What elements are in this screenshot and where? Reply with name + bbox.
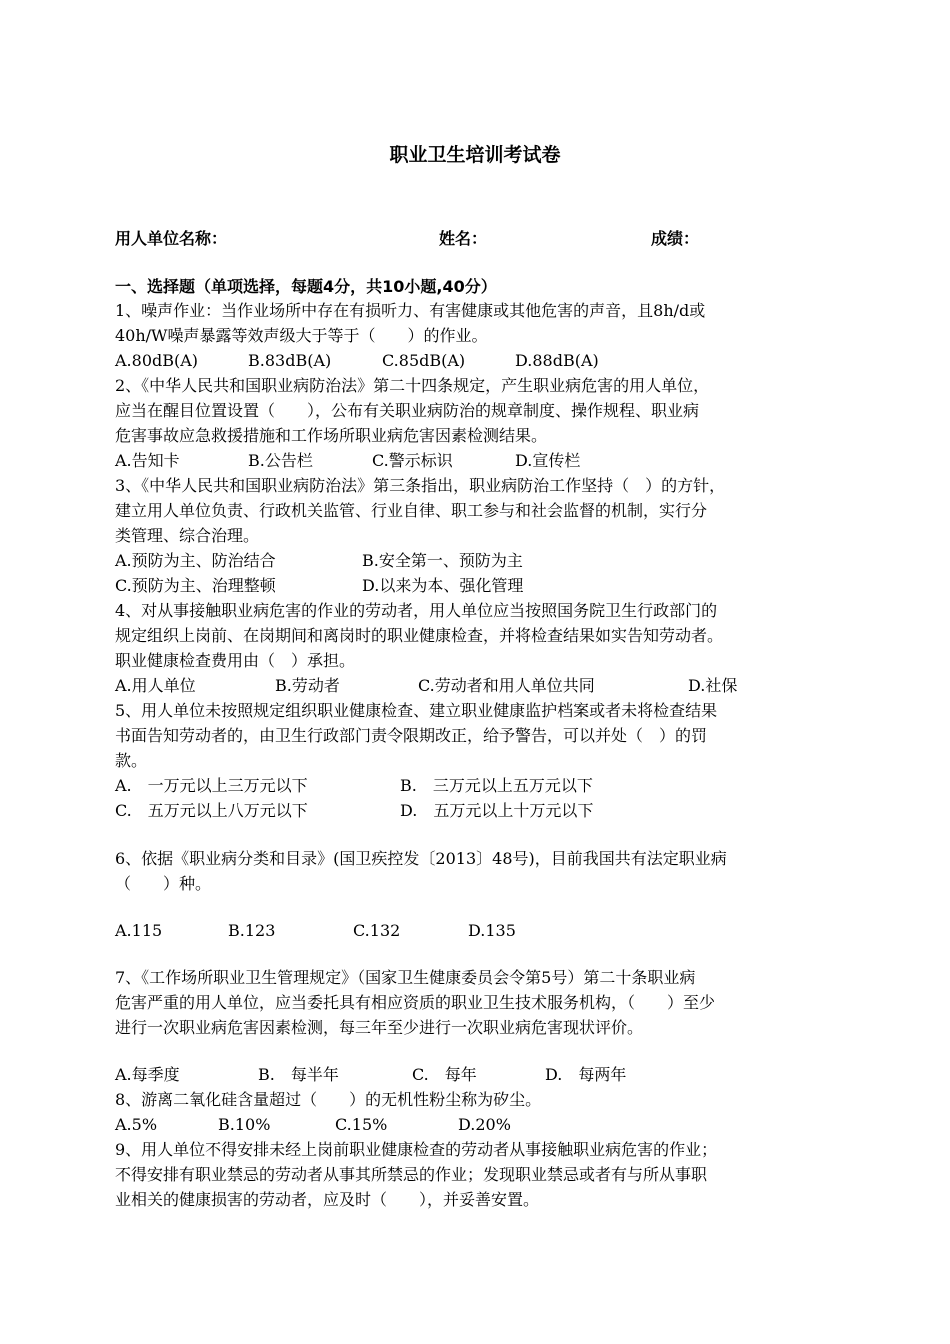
question-1-line: 1、噪声作业：当作业场所中存在有损听力、有害健康或其他危害的声音，且8h/d或 bbox=[115, 301, 706, 320]
question-5-option-d: D. 五万元以上十万元以下 bbox=[400, 801, 594, 820]
question-4-option-d: D.社保 bbox=[688, 676, 738, 695]
question-2-option-d: D.宣传栏 bbox=[515, 451, 581, 470]
question-7-line: 危害严重的用人单位，应当委托具有相应资质的职业卫生技术服务机构，（ ）至少 bbox=[115, 993, 716, 1012]
question-5-line: 书面告知劳动者的，由卫生行政部门责令限期改正，给予警告，可以并处（ ）的罚 bbox=[115, 726, 708, 745]
question-3-line: 3、《中华人民共和国职业病防治法》第三条指出，职业病防治工作坚持（ ）的方针， bbox=[115, 476, 726, 495]
question-1-option-c: C.85dB(A) bbox=[382, 351, 466, 370]
question-6-option-c: C.132 bbox=[353, 921, 401, 940]
question-9-line: 不得安排有职业禁忌的劳动者从事其所禁忌的作业；发现职业禁忌或者有与所从事职 bbox=[115, 1165, 708, 1184]
question-4-option-c: C.劳动者和用人单位共同 bbox=[418, 676, 595, 695]
score-label: 成绩： bbox=[651, 229, 700, 248]
question-7-line: 7、《工作场所职业卫生管理规定》（国家卫生健康委员会令第5号）第二十条职业病 bbox=[115, 968, 696, 987]
question-4-line: 规定组织上岗前、在岗期间和离岗时的职业健康检查，并将检查结果如实告知劳动者。 bbox=[115, 626, 724, 645]
question-8-option-d: D.20% bbox=[458, 1115, 511, 1134]
exam-title: 职业卫生培训考试卷 bbox=[389, 144, 561, 166]
question-8-option-c: C.15% bbox=[335, 1115, 388, 1134]
question-3-option-d: D.以来为本、强化管理 bbox=[362, 576, 524, 595]
question-2-line: 2、《中华人民共和国职业病防治法》第二十四条规定，产生职业病危害的用人单位， bbox=[115, 376, 710, 395]
question-1-option-d: D.88dB(A) bbox=[515, 351, 599, 370]
question-1-option-b: B.83dB(A) bbox=[248, 351, 332, 370]
question-4-option-a: A.用人单位 bbox=[115, 676, 196, 695]
question-3-option-b: B.安全第一、预防为主 bbox=[362, 551, 523, 570]
question-5-line: 5、用人单位未按照规定组织职业健康检查、建立职业健康监护档案或者未将检查结果 bbox=[115, 701, 718, 720]
question-7-option-c: C. 每年 bbox=[412, 1065, 477, 1084]
question-3-option-a: A.预防为主、防治结合 bbox=[115, 551, 276, 570]
employer-label: 用人单位名称： bbox=[115, 229, 228, 248]
question-6-line: 6、依据《职业病分类和目录》(国卫疾控发〔2013〕48号)，目前我国共有法定职业病 bbox=[115, 849, 727, 868]
question-7-option-a: A.每季度 bbox=[115, 1065, 180, 1084]
question-4-line: 职业健康检查费用由（ ）承担。 bbox=[115, 651, 356, 670]
question-4-line: 4、对从事接触职业病危害的作业的劳动者，用人单位应当按照国务院卫生行政部门的 bbox=[115, 601, 718, 620]
question-5-line: 款。 bbox=[115, 751, 148, 770]
question-3-line: 类管理、综合治理。 bbox=[115, 526, 260, 545]
question-5-option-c: C. 五万元以上八万元以下 bbox=[115, 801, 308, 820]
section-heading: 一、选择题（单项选择，每题4分，共10小题,40分） bbox=[115, 277, 497, 296]
question-2-option-a: A.告知卡 bbox=[115, 451, 180, 470]
question-6-option-d: D.135 bbox=[468, 921, 516, 940]
question-9-line: 业相关的健康损害的劳动者，应及时（ ），并妥善安置。 bbox=[115, 1190, 540, 1209]
question-2-line: 应当在醒目位置设置（ ），公布有关职业病防治的规章制度、操作规程、职业病 bbox=[115, 401, 700, 420]
question-7-option-b: B. 每半年 bbox=[258, 1065, 339, 1084]
question-1-line: 40h/W噪声暴露等效声级大于等于（ ）的作业。 bbox=[115, 326, 488, 345]
question-5-option-a: A. 一万元以上三万元以下 bbox=[115, 776, 308, 795]
question-2-line: 危害事故应急救援措施和工作场所职业病危害因素检测结果。 bbox=[115, 426, 548, 445]
question-7-line: 进行一次职业病危害因素检测，每三年至少进行一次职业病危害现状评价。 bbox=[115, 1018, 644, 1037]
question-9-line: 9、用人单位不得安排未经上岗前职业健康检查的劳动者从事接触职业病危害的作业； bbox=[115, 1140, 718, 1159]
question-8-option-a: A.5% bbox=[115, 1115, 158, 1134]
question-2-option-b: B.公告栏 bbox=[248, 451, 313, 470]
question-7-option-d: D. 每两年 bbox=[545, 1065, 627, 1084]
question-6-option-a: A.115 bbox=[115, 921, 163, 940]
question-6-option-b: B.123 bbox=[228, 921, 276, 940]
question-1-option-a: A.80dB(A) bbox=[115, 351, 199, 370]
question-4-option-b: B.劳动者 bbox=[275, 676, 340, 695]
question-3-option-c: C.预防为主、治理整顿 bbox=[115, 576, 276, 595]
question-2-option-c: C.警示标识 bbox=[372, 451, 453, 470]
question-8-line: 8、游离二氧化硅含量超过（ ）的无机性粉尘称为矽尘。 bbox=[115, 1090, 542, 1109]
question-3-line: 建立用人单位负责、行政机关监管、行业自律、职工参与和社会监督的机制，实行分 bbox=[115, 501, 708, 520]
name-label: 姓名： bbox=[439, 229, 488, 248]
question-5-option-b: B. 三万元以上五万元以下 bbox=[400, 776, 593, 795]
question-6-line: （ ）种。 bbox=[115, 874, 212, 893]
exam-info-row bbox=[115, 226, 835, 250]
question-8-option-b: B.10% bbox=[218, 1115, 271, 1134]
